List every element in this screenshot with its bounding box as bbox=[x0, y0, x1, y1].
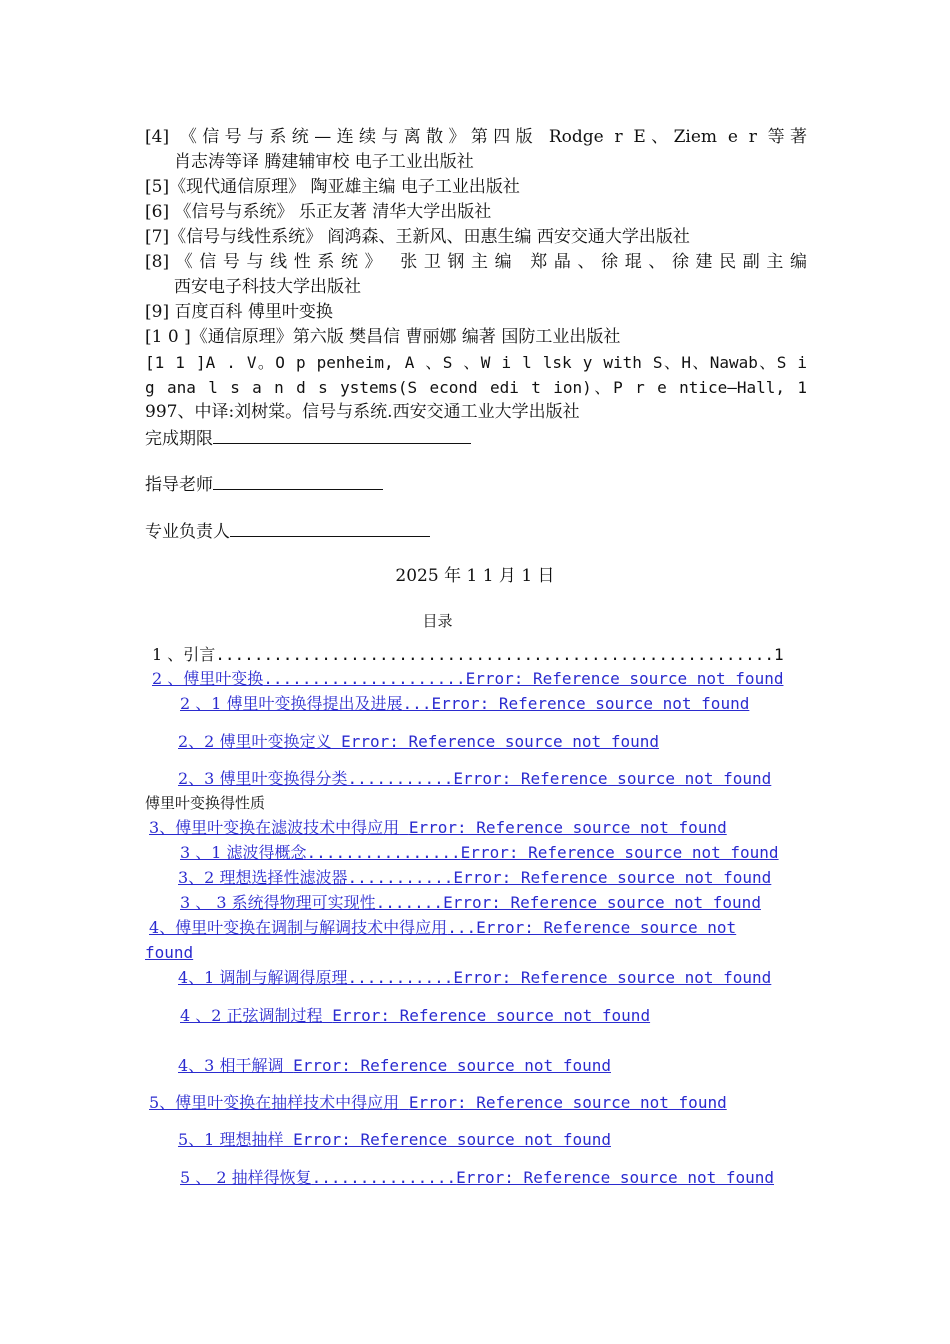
toc-entry-3[interactable]: 3、傅里叶变换在滤波技术中得应用 Error: Reference source not found bbox=[149, 818, 727, 837]
toc-entry-3-3[interactable]: 3 、 3 系统得物理可实现性.......Error: Reference source not found bbox=[180, 893, 761, 912]
toc-entry-3-1[interactable]: 3 、1 滤波得概念................Error: Reference source not found bbox=[180, 843, 779, 862]
toc-entry-4-1[interactable]: 4、1 调制与解调得原理...........Error: Reference source not found bbox=[178, 968, 772, 987]
toc-entry-3-2[interactable]: 3、2 理想选择性滤波器...........Error: Reference source not found bbox=[178, 868, 772, 887]
toc-entry-2[interactable]: 2 、傅里叶变换.....................Error: Reference source not found bbox=[152, 669, 784, 688]
toc-entry-4-3[interactable]: 4、3 相干解调 Error: Reference source not found bbox=[178, 1056, 611, 1075]
toc-entry-5-1[interactable]: 5、1 理想抽样 Error: Reference source not found bbox=[178, 1130, 611, 1149]
advisor-row bbox=[145, 471, 807, 498]
advisor-blank[interactable] bbox=[213, 471, 383, 490]
toc-entry-properties: 傅里叶变换得性质 bbox=[145, 794, 266, 812]
toc-entry-2-3[interactable]: 2、3 傅里叶变换得分类...........Error: Reference source not found bbox=[178, 769, 772, 788]
reference-6: [6] 《信号与系统》 乐正友著 清华大学出版社 bbox=[145, 202, 492, 222]
toc-entry-4[interactable]: 4、傅里叶变换在调制与解调技术中得应用...Error: Reference source not bbox=[149, 918, 737, 937]
toc-entry-intro[interactable]: 1 、引言..........................................................1 bbox=[152, 645, 784, 664]
reference-10: [1 0 ]《通信原理》第六版 樊昌信 曹丽娜 编著 国防工业出版社 bbox=[145, 327, 621, 347]
toc-entry-2-1[interactable]: 2 、1 傅里叶变换得提出及进展...Error: Reference source not found bbox=[180, 694, 750, 713]
major-head-label: 专业负责人 bbox=[145, 522, 230, 542]
reference-8-line-2: 西安电子科技大学出版社 bbox=[174, 277, 361, 297]
major-head-row bbox=[145, 518, 807, 545]
reference-5: [5]《现代通信原理》 陶亚雄主编 电子工业出版社 bbox=[145, 177, 520, 197]
toc-entry-4-2[interactable]: 4 、2 正弦调制过程 Error: Reference source not found bbox=[180, 1006, 651, 1025]
toc-entry-4-wrap[interactable]: found bbox=[145, 943, 194, 962]
reference-11-line-3: 997、中译:刘树棠。信号与系统.西安交通工业大学出版社 bbox=[145, 402, 580, 422]
toc-entry-5[interactable]: 5、傅里叶变换在抽样技术中得应用 Error: Reference source not found bbox=[149, 1093, 727, 1112]
toc-title: 目录 bbox=[422, 612, 453, 630]
major-head-blank[interactable] bbox=[230, 518, 430, 537]
reference-4-line-2: 肖志涛等译 腾建辅审校 电子工业出版社 bbox=[174, 152, 474, 172]
deadline-row bbox=[145, 425, 807, 452]
reference-7: [7]《信号与线性系统》 阎鸿森、王新风、田惠生编 西安交通大学出版社 bbox=[145, 227, 690, 247]
reference-4-line-1: [4] 《信号与系统—连续与离散》第四版 Rodge r E、Ziem e r 等著 bbox=[145, 127, 807, 147]
advisor-label: 指导老师 bbox=[145, 475, 213, 495]
reference-9: [9] 百度百科 傅里叶变换 bbox=[145, 302, 333, 322]
reference-8-line-1: [8]《信号与线性系统》 张卫钢主编 郑晶、徐琨、徐建民副主编 bbox=[145, 252, 807, 272]
date: 2025 年 1 1 月 1 日 bbox=[395, 566, 555, 586]
reference-11-line-1: [1 1 ]A . V。O p penheim, A 、S 、W i l lsk y with S、H、Nawab、S i bbox=[145, 353, 807, 372]
reference-11-line-2: g ana l s a n d s ystems(S econd edi t ion)、P r e ntice—Hall, 1 bbox=[145, 378, 807, 397]
toc-entry-2-2[interactable]: 2、2 傅里叶变换定义 Error: Reference source not found bbox=[178, 732, 659, 751]
deadline-blank[interactable] bbox=[213, 425, 471, 444]
toc-entry-5-2[interactable]: 5 、 2 抽样得恢复...............Error: Reference source not found bbox=[180, 1168, 775, 1187]
deadline-label: 完成期限 bbox=[145, 429, 213, 449]
